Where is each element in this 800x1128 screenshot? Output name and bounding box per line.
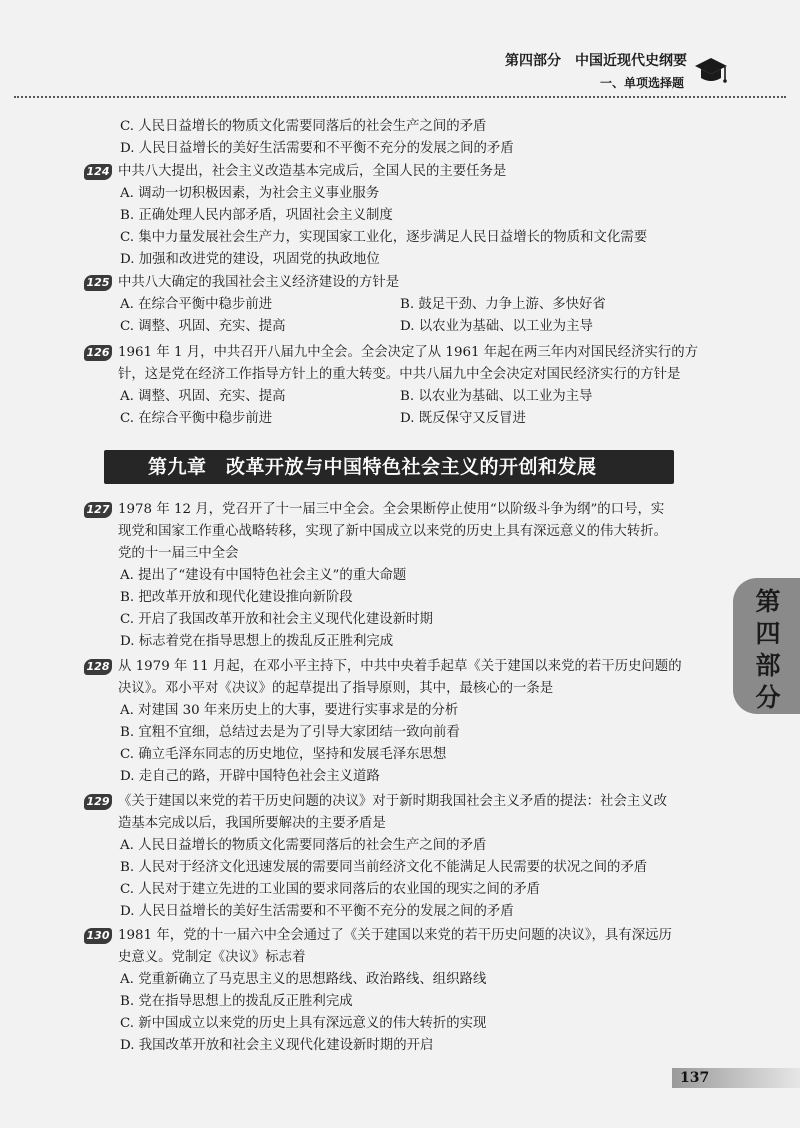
- option-d: D. 我国改革开放和社会主义现代化建设新时期的开启: [120, 1038, 434, 1053]
- option-c: C. 在综合平衡中稳步前进: [120, 411, 273, 426]
- option-d: D. 加强和改进党的建设，巩固党的执政地位: [120, 252, 380, 267]
- option-d: D. 人民日益增长的美好生活需要和不平衡不充分的发展之间的矛盾: [120, 141, 514, 156]
- option-c: C. 人民日益增长的物质文化需要同落后的社会生产之间的矛盾: [120, 119, 487, 134]
- question-130-stem-line1: 1981 年，党的十一届六中全会通过了《关于建国以来党的若干历史问题的决议》，具有深远历: [118, 928, 672, 943]
- option-a: A. 调动一切积极因素，为社会主义事业服务: [120, 186, 380, 201]
- option-c: C. 确立毛泽东同志的历史地位，坚持和发展毛泽东思想: [120, 747, 447, 762]
- option-c: C. 开启了我国改革开放和社会主义现代化建设新时期: [120, 612, 433, 627]
- header-section-title: 一、单项选择题: [600, 76, 685, 90]
- option-a: A. 党重新确立了马克思主义的思想路线、政治路线、组织路线: [120, 972, 487, 987]
- question-126-stem-line2: 针，这是党在经济工作指导方针上的重大转变。中共八届九中全会决定对国民经济实行的方针是: [118, 367, 681, 382]
- question-128-stem-line2: 决议》。邓小平对《决议》的起草提出了指导原则，其中，最核心的一条是: [118, 681, 554, 696]
- question-number-badge: 128: [84, 659, 112, 675]
- header-divider: [14, 96, 786, 98]
- option-a: A. 在综合平衡中稳步前进: [120, 297, 273, 312]
- option-c: C. 调整、巩固、充实、提高: [120, 319, 286, 334]
- question-number-badge: 126: [84, 345, 112, 361]
- question-124-stem: 中共八大提出，社会主义改造基本完成后，全国人民的主要任务是: [118, 164, 507, 179]
- option-d: D. 标志着党在指导思想上的拨乱反正胜利完成: [120, 634, 394, 649]
- option-a: A. 对建国 30 年来历史上的大事，要进行实事求是的分析: [120, 703, 459, 718]
- question-129-stem-line2: 造基本完成以后，我国所要解决的主要矛盾是: [118, 816, 386, 831]
- question-number-badge: 130: [84, 928, 112, 944]
- option-b: B. 宜粗不宜细，总结过去是为了引导大家团结一致向前看: [120, 725, 460, 740]
- option-b: B. 鼓足干劲、力争上游、多快好省: [400, 297, 606, 312]
- option-b: B. 人民对于经济文化迅速发展的需要同当前经济文化不能满足人民需要的状况之间的矛盾: [120, 860, 648, 875]
- question-127-stem-line3: 党的十一届三中全会: [118, 546, 239, 561]
- option-a: A. 提出了“建设有中国特色社会主义”的重大命题: [120, 568, 407, 583]
- question-number-badge: 125: [84, 275, 112, 291]
- option-d: D. 走自己的路，开辟中国特色社会主义道路: [120, 769, 380, 784]
- option-c: C. 集中力量发展社会生产力，实现国家工业化，逐步满足人民日益增长的物质和文化需要: [120, 230, 648, 245]
- part-side-tab-label: 第四部分: [755, 587, 781, 712]
- graduation-cap-icon: [694, 54, 728, 90]
- header-part-title: 第四部分 中国近现代史纲要: [505, 53, 687, 69]
- option-d: D. 既反保守又反冒进: [400, 411, 526, 426]
- question-130-stem-line2: 史意义。党制定《决议》标志着: [118, 950, 306, 965]
- chapter-title: 第九章 改革开放与中国特色社会主义的开创和发展: [148, 456, 597, 478]
- option-b: B. 把改革开放和现代化建设推向新阶段: [120, 590, 353, 605]
- question-number-badge: 124: [84, 164, 112, 180]
- option-d: D. 以农业为基础、以工业为主导: [400, 319, 593, 334]
- question-127-stem-line1: 1978 年 12 月，党召开了十一届三中全会。全会果断停止使用“以阶级斗争为纲”的口号，实: [118, 502, 665, 517]
- question-number-badge: 129: [84, 794, 112, 810]
- question-125-stem: 中共八大确定的我国社会主义经济建设的方针是: [118, 275, 400, 290]
- option-a: A. 调整、巩固、充实、提高: [120, 389, 286, 404]
- option-d: D. 人民日益增长的美好生活需要和不平衡不充分的发展之间的矛盾: [120, 904, 514, 919]
- option-a: A. 人民日益增长的物质文化需要同落后的社会生产之间的矛盾: [120, 838, 487, 853]
- option-b: B. 以农业为基础、以工业为主导: [400, 389, 593, 404]
- question-129-stem-line1: 《关于建国以来党的若干历史问题的决议》对于新时期我国社会主义矛盾的提法：社会主义改: [118, 794, 668, 809]
- option-b: B. 党在指导思想上的拨乱反正胜利完成: [120, 994, 353, 1009]
- question-127-stem-line2: 现党和国家工作重心战略转移，实现了新中国成立以来党的历史上具有深远意义的伟大转折。: [118, 524, 668, 539]
- question-number-badge: 127: [84, 502, 112, 518]
- option-b: B. 正确处理人民内部矛盾，巩固社会主义制度: [120, 208, 393, 223]
- option-c: C. 人民对于建立先进的工业国的要求同落后的农业国的现实之间的矛盾: [120, 882, 540, 897]
- page-number: 137: [680, 1070, 710, 1086]
- question-128-stem-line1: 从 1979 年 11 月起，在邓小平主持下，中共中央着手起草《关于建国以来党的若干历史问题的: [118, 659, 682, 674]
- option-c: C. 新中国成立以来党的历史上具有深远意义的伟大转折的实现: [120, 1016, 487, 1031]
- question-126-stem-line1: 1961 年 1 月，中共召开八届九中全会。全会决定了从 1961 年起在两三年内对国民经济实行的方: [118, 345, 699, 360]
